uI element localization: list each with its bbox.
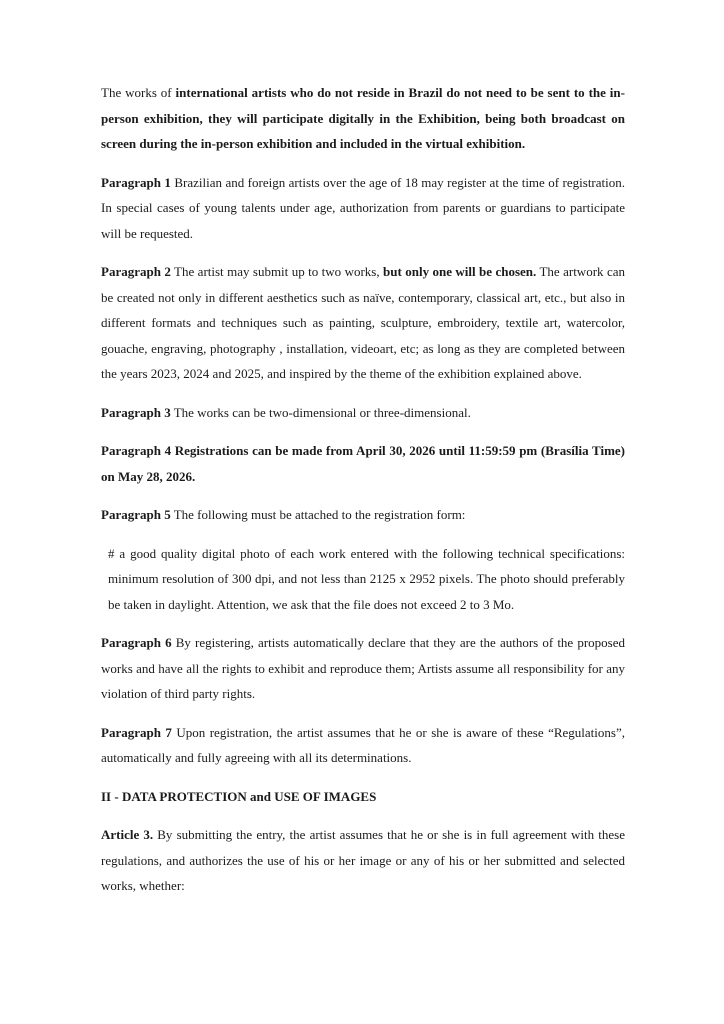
text-run-bold: Paragraph 6 bbox=[101, 635, 172, 650]
text-run: Upon registration, the artist assumes that he or she is aware of these “Regulations”, automatically and fully agreeing with all its determinations. bbox=[101, 724, 625, 765]
section-ii-heading bbox=[101, 784, 625, 810]
text-run-bold: Paragraph 1 bbox=[101, 174, 171, 190]
text-run: The artwork can be created not only in different aesthetics such as naïve, contemporary, classical art, etc., but also in different formats and techniques such as painting, sculpture, embroidery, textile art, watercolor, gouache, engraving, photography , installation, videoart, etc; as long as they are completed between the years 2023, 2024 and 2025, and inspired by the theme of the exhibition explained above. bbox=[101, 264, 625, 381]
text-run-bold: Paragraph 5 bbox=[101, 507, 171, 522]
paragraph-4 bbox=[101, 438, 625, 489]
paragraph-1 bbox=[101, 170, 625, 247]
text-run-bold: Paragraph 4 Registrations can be made from April 30, 2026 until 11:59:59 pm (Brasília Time) on May 28, 2026. bbox=[101, 443, 625, 484]
attachment-spec-item bbox=[101, 541, 625, 618]
text-run-bold: Paragraph 3 bbox=[101, 404, 171, 420]
text-run-bold: international artists who do not reside in Brazil do not need to be sent to the in-person exhibition, they will participate digitally in the Exhibition, being both broadcast on screen during the in-person exhibition and included in the virtual exhibition. bbox=[101, 85, 625, 151]
text-run-bold: Paragraph 2 bbox=[101, 264, 171, 279]
text-run-bold: but only one will be chosen. bbox=[383, 264, 537, 279]
intro-paragraph bbox=[101, 80, 625, 157]
text-run-bold: Paragraph 7 bbox=[101, 724, 172, 740]
text-run: The works can be two-dimensional or three-dimensional. bbox=[170, 404, 471, 420]
paragraph-2 bbox=[101, 259, 625, 387]
article-3 bbox=[101, 822, 625, 899]
text-run-bold: II - DATA PROTECTION and USE OF IMAGES bbox=[101, 788, 377, 804]
text-run: The artist may submit up to two works, bbox=[170, 264, 384, 279]
text-run: The works of bbox=[101, 85, 176, 100]
text-run-bold: Article 3. bbox=[101, 827, 154, 842]
text-run: The following must be attached to the registration form: bbox=[170, 507, 466, 522]
paragraph-3 bbox=[101, 400, 625, 426]
text-run: By submitting the entry, the artist assumes that he or she is in full agreement with these regulations, and authorizes the use of his or her image or any of his or her submitted and selected works, whether: bbox=[101, 827, 625, 893]
paragraph-7 bbox=[101, 720, 625, 771]
paragraph-5 bbox=[101, 502, 625, 528]
document-body bbox=[101, 80, 625, 899]
text-run: By registering, artists automatically declare that they are the authors of the proposed works and have all the rights to exhibit and reproduce them; Artists assume all responsibility for any violation of third party rights. bbox=[101, 635, 625, 701]
text-run: Brazilian and foreign artists over the age of 18 may register at the time of registration. In special cases of young talents under age, authorization from parents or guardians to participate will be requested. bbox=[101, 174, 626, 241]
paragraph-6 bbox=[101, 630, 625, 707]
text-run: # a good quality digital photo of each work entered with the following technical specifications: minimum resolution of 300 dpi, and not less than 2125 x 2952 pixels. The photo should preferably be taken in daylight. Attention, we ask that the file does not exceed 2 to 3 Mo. bbox=[108, 545, 625, 612]
